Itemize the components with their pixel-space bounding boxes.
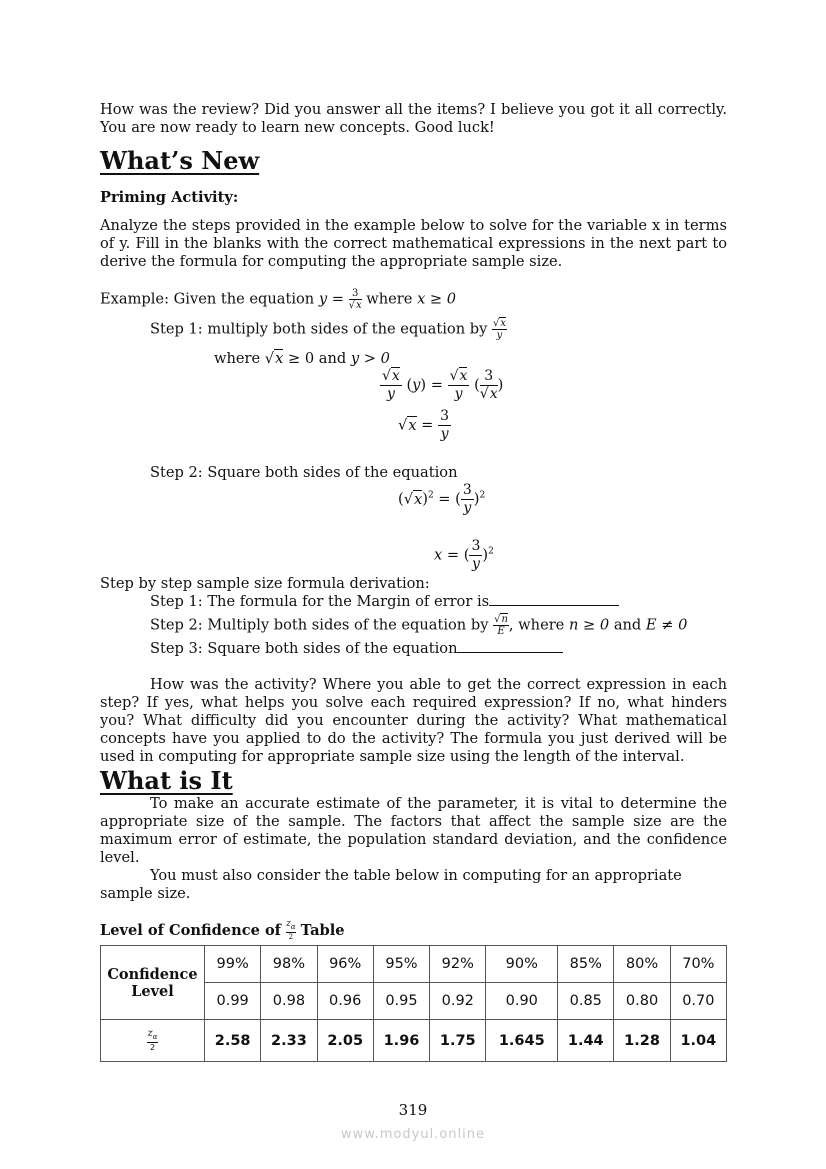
priming-activity-subheading: Priming Activity: <box>100 189 239 206</box>
percent-cell: 92% <box>430 946 486 983</box>
table-title: Level of Confidence of $\frac{z_\alpha}{2}$ Table <box>100 919 345 941</box>
decimal-cell: 0.95 <box>373 983 429 1020</box>
intro-paragraph: How was the review? Did you answer all the items? I believe you got it all correctly. You are now ready to learn new concepts. Good luck! <box>100 101 727 136</box>
equation-step1-multiply: $\frac{√x}{y}$ (y) = $\frac{√x}{y}$ ( $\frac{3}{√x}$ ) <box>382 368 504 402</box>
percent-cell: 99% <box>205 946 261 983</box>
fraction-3-over-sqrt-x: $\frac{3}{√x}$ <box>348 288 362 311</box>
decimal-cell: 0.70 <box>670 983 726 1020</box>
what-is-it-paragraph-2: You must also consider the table below in computing for an appropriate sample size. <box>100 867 682 902</box>
reflection-paragraph: How was the activity? Where you able to get the correct expression in each step? If yes, what helps you solve each required expression? If no, what hinders you? What difficulty did you encounter during the activity? What mathematical concepts have you applied to do the activity? The formula you just derived will be used in computing for appropriate sample size using the length of the interval. <box>100 676 727 765</box>
equation-step1-result: √x = $\frac{3}{y}$ <box>398 408 449 442</box>
decimal-cell: 0.85 <box>558 983 614 1020</box>
equation-step2-result: x = ( $\frac{3}{y}$ )$^2$ <box>434 538 494 572</box>
decimal-cell: 0.98 <box>261 983 317 1020</box>
z-alpha-row-header: $\frac{z_\alpha}{2}$ <box>101 1020 205 1062</box>
watermark: www.modyul.online <box>340 1127 486 1142</box>
fraction-sqrt-n-over-E: $\frac{√n}{E}$ <box>494 614 508 637</box>
instructions-paragraph: Analyze the steps provided in the example below to solve for the variable x in terms of y. Fill in the blanks with the correct mathematical expressions in the next part to derive the formula for computing the appropriate sample size. <box>100 217 727 270</box>
confidence-level-table <box>100 945 727 1062</box>
percent-cell: 96% <box>317 946 373 983</box>
percent-cell: 70% <box>670 946 726 983</box>
whats-new-heading: What’s New <box>100 146 260 175</box>
z-value-cell: 1.75 <box>430 1020 486 1062</box>
percent-cell: 98% <box>261 946 317 983</box>
equation-step2-square: $(√x)^2$ = ( $\frac{3}{y}$ )$^2$ <box>398 482 486 516</box>
percent-cell: 95% <box>373 946 429 983</box>
example-step2: Step 2: Square both sides of the equation <box>150 464 458 481</box>
confidence-level-header: Confidence Level <box>101 946 205 1020</box>
decimal-cell: 0.80 <box>614 983 670 1020</box>
fraction-sqrt-x-over-y: $\frac{√x}{y}$ <box>492 318 506 341</box>
page-number: 319 <box>398 1101 428 1119</box>
what-is-it-paragraph-1: To make an accurate estimate of the parameter, it is vital to determine the appropriate size of the sample. The factors that affect the sample size are the maximum error of estimate, the population standard deviation, and the confidence level. <box>100 795 727 866</box>
percent-cell: 85% <box>558 946 614 983</box>
step3-answer-blank[interactable] <box>457 640 563 653</box>
derivation-step2: Step 2: Multiply both sides of the equation by $\frac{√n}{E}$ , where n ≥ 0 and E ≠ 0 <box>150 614 688 637</box>
derivation-step3: Step 3: Square both sides of the equation <box>150 640 710 658</box>
example-line: Example: Given the equation y = $\frac{3}{√x}$ where x ≥ 0 <box>100 288 457 311</box>
percent-cell: 80% <box>614 946 670 983</box>
z-value-cell: 2.58 <box>205 1020 261 1062</box>
example-step1: Step 1: multiply both sides of the equation by $\frac{√x}{y}$ <box>150 318 506 341</box>
z-value-cell: 1.96 <box>373 1020 429 1062</box>
derivation-step1: Step 1: The formula for the Margin of error is <box>150 593 710 611</box>
what-is-it-heading: What is It <box>100 766 233 795</box>
decimal-cell: 0.96 <box>317 983 373 1020</box>
z-value-cell: 2.05 <box>317 1020 373 1062</box>
z-value-cell: 1.28 <box>614 1020 670 1062</box>
z-value-cell: 2.33 <box>261 1020 317 1062</box>
decimal-cell: 0.99 <box>205 983 261 1020</box>
z-alpha-over-2-symbol: $\frac{z_\alpha}{2}$ <box>286 919 296 941</box>
derivation-title: Step by step sample size formula derivation: <box>100 575 430 592</box>
z-value-cell: 1.04 <box>670 1020 726 1062</box>
percent-cell: 90% <box>486 946 558 983</box>
example-step1-conditions: where √x ≥ 0 and y > 0 <box>214 350 390 367</box>
decimal-cell: 0.92 <box>430 983 486 1020</box>
decimal-cell: 0.90 <box>486 983 558 1020</box>
z-value-cell: 1.44 <box>558 1020 614 1062</box>
z-value-cell: 1.645 <box>486 1020 558 1062</box>
step1-answer-blank[interactable] <box>489 593 619 606</box>
